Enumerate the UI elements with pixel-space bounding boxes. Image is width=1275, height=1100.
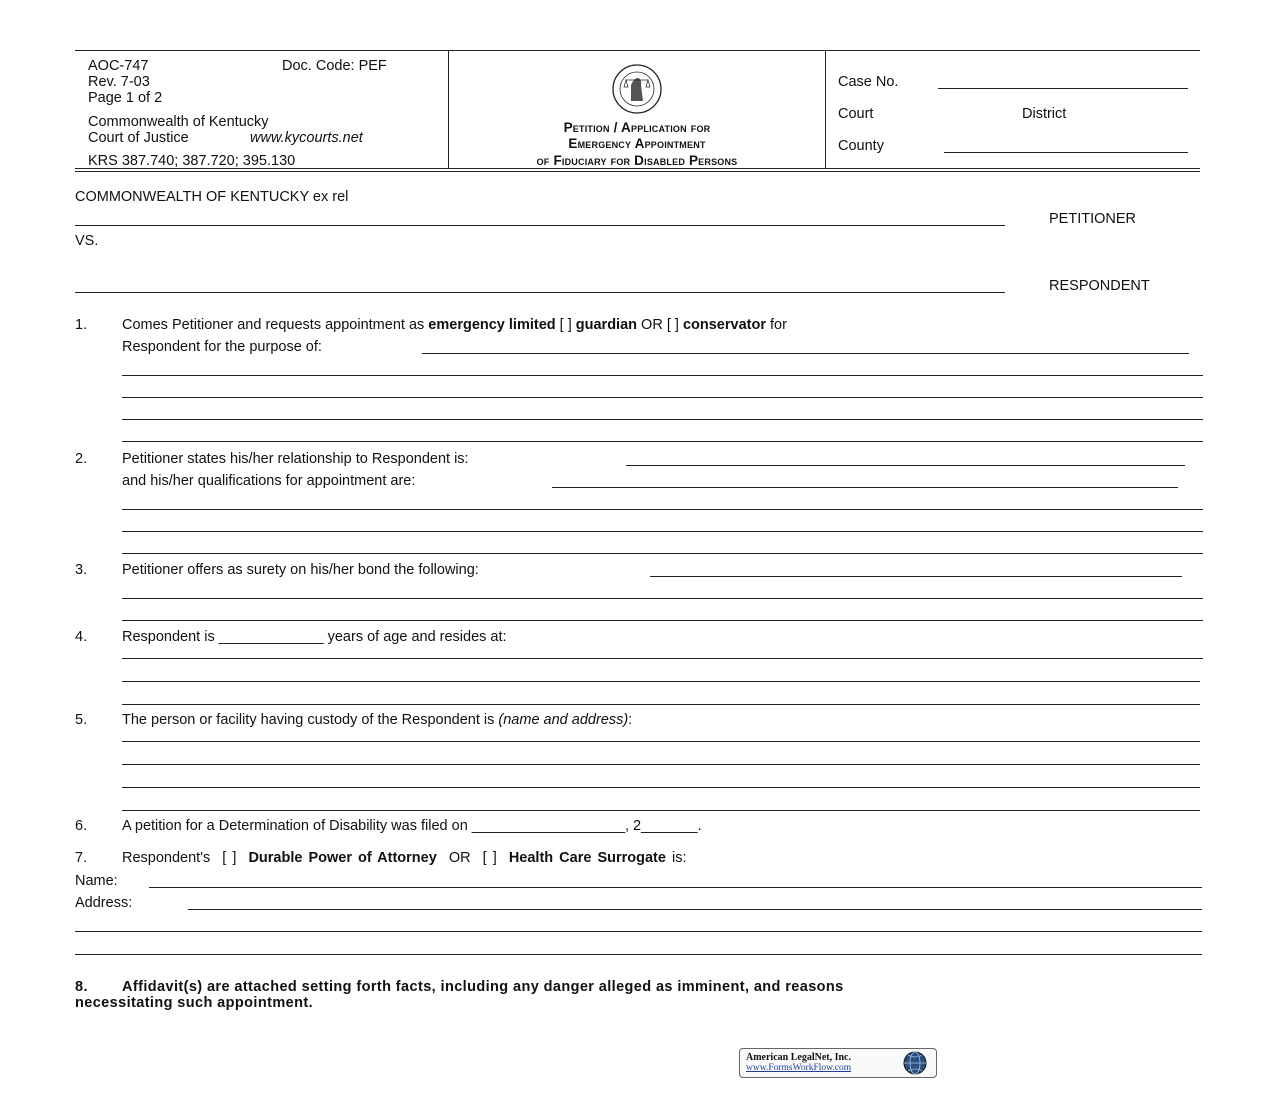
item-2-line-1: Petitioner states his/her relationship to Respondent is:	[122, 451, 469, 467]
commonwealth-name: Commonwealth of Kentucky	[88, 114, 269, 130]
item-5-line-1	[122, 712, 632, 728]
petitioner-label: PETITIONER	[1049, 211, 1137, 227]
kentucky-seal-icon	[598, 63, 676, 115]
surety-line[interactable]	[122, 598, 1203, 599]
item-7-health-care-surrogate: Health Care Surrogate	[508, 850, 666, 866]
purpose-line[interactable]	[122, 419, 1203, 420]
custodian-line[interactable]	[122, 764, 1200, 765]
purpose-line[interactable]	[122, 375, 1203, 376]
respondent-label: RESPONDENT	[1049, 278, 1150, 294]
surety-field[interactable]	[650, 576, 1182, 577]
power-of-attorney-checkbox[interactable]: [ ]	[222, 850, 237, 866]
item-1-line-2: Respondent for the purpose of:	[122, 339, 322, 355]
qualifications-line[interactable]	[122, 509, 1203, 510]
item-1-number: 1.	[75, 317, 88, 333]
item-1-conservator: conservator	[682, 317, 766, 333]
logo-brand-text: American LegalNet, Inc.	[746, 1052, 851, 1063]
item-4-number: 4.	[75, 629, 88, 645]
item-8-line-1: Affidavit(s) are attached setting forth facts, including any danger alleged as imminent, and reasons	[122, 979, 844, 995]
item-8-line-2: necessitating such appointment.	[75, 995, 313, 1011]
residence-line[interactable]	[122, 681, 1200, 682]
item-4-line-1	[122, 629, 507, 645]
item-7-or: OR	[448, 850, 471, 866]
vs-label: VS.	[75, 233, 99, 249]
purpose-field[interactable]	[422, 353, 1189, 354]
health-care-surrogate-checkbox[interactable]: [ ]	[482, 850, 497, 866]
county-field[interactable]	[944, 152, 1188, 153]
purpose-line[interactable]	[122, 441, 1203, 442]
globe-icon	[902, 1050, 928, 1080]
item-2-line-2: and his/her qualifications for appointment are:	[122, 473, 416, 489]
item-7-number: 7.	[75, 850, 88, 866]
item-2-number: 2.	[75, 451, 88, 467]
form-number: AOC-747	[88, 58, 149, 74]
doc-code: Doc. Code: PEF	[282, 58, 387, 74]
custodian-line[interactable]	[122, 810, 1200, 811]
respondent-field[interactable]	[75, 292, 1005, 293]
statutes: KRS 387.740; 387.720; 395.130	[88, 153, 296, 169]
qualifications-field[interactable]	[552, 487, 1178, 488]
name-field[interactable]	[149, 887, 1202, 888]
item-7-text-a: Respondent's	[122, 850, 211, 866]
website-link[interactable]: www.kycourts.net	[250, 130, 363, 146]
item-5-text-b: :	[628, 712, 633, 728]
petitioner-field[interactable]	[75, 225, 1005, 226]
guardian-checkbox[interactable]: [ ]	[559, 317, 572, 333]
form-title-line-2: Emergency Appointment	[568, 136, 706, 151]
case-no-field[interactable]	[938, 88, 1188, 89]
qualifications-line[interactable]	[122, 531, 1203, 532]
item-3-number: 3.	[75, 562, 88, 578]
item-1-text-b: for	[770, 317, 787, 333]
page-number: Page 1 of 2	[88, 90, 163, 106]
item-1-line-1	[122, 317, 787, 333]
age-field[interactable]: _____________	[218, 629, 324, 645]
logo-url-text[interactable]: www.FormsWorkFlow.com	[746, 1063, 852, 1073]
address-line[interactable]	[75, 954, 1202, 955]
form-title-line-3: of Fiduciary for Disabled Persons	[536, 153, 738, 168]
purpose-line[interactable]	[122, 397, 1203, 398]
address-line[interactable]	[75, 931, 1202, 932]
header-divider-right	[825, 50, 826, 168]
revision: Rev. 7-03	[88, 74, 150, 90]
address-field[interactable]	[188, 909, 1202, 910]
american-legalnet-logo[interactable]	[739, 1048, 937, 1078]
item-5-number: 5.	[75, 712, 88, 728]
header-bottom-rule-2	[75, 171, 1200, 172]
qualifications-line[interactable]	[122, 553, 1203, 554]
header-top-rule	[75, 50, 1200, 51]
relationship-field[interactable]	[626, 465, 1185, 466]
case-no-label: Case No.	[838, 74, 899, 90]
name-label: Name:	[75, 873, 118, 889]
residence-line[interactable]	[122, 704, 1200, 705]
item-5-italic: (name and address)	[498, 712, 629, 728]
address-label: Address:	[75, 895, 133, 911]
item-8-number: 8.	[75, 979, 88, 995]
item-3-line-1: Petitioner offers as surety on his/her bond the following:	[122, 562, 479, 578]
item-4-text-a: Respondent is	[122, 629, 215, 645]
item-7-power-of-attorney: Durable Power of Attorney	[248, 850, 437, 866]
custodian-line[interactable]	[122, 787, 1200, 788]
item-7-text-b: is:	[671, 850, 687, 866]
court-label: Court	[838, 106, 874, 122]
custodian-line[interactable]	[122, 741, 1200, 742]
county-label: County	[838, 138, 884, 154]
item-7-line-1	[122, 850, 686, 866]
item-4-text-b: years of age and resides at:	[327, 629, 507, 645]
surety-line[interactable]	[122, 620, 1203, 621]
residence-line[interactable]	[122, 658, 1203, 659]
form-title-line-1: Petition / Application for	[563, 120, 711, 135]
item-1-guardian: guardian	[575, 317, 638, 333]
item-6-text[interactable]: A petition for a Determination of Disability was filed on ___________________, 2_______.	[122, 818, 702, 834]
conservator-checkbox[interactable]: [ ]	[666, 317, 679, 333]
item-5-text-a: The person or facility having custody of the Respondent is	[122, 712, 499, 728]
item-1-text-a: Comes Petitioner and requests appointment as	[122, 317, 429, 333]
item-1-or: OR	[641, 317, 663, 333]
court-of-justice: Court of Justice	[88, 130, 189, 146]
commonwealth-ex-rel: COMMONWEALTH OF KENTUCKY ex rel	[75, 189, 349, 205]
item-6-number: 6.	[75, 818, 88, 834]
court-value: District	[1022, 106, 1067, 122]
item-1-emergency-limited: emergency limited	[428, 317, 556, 333]
